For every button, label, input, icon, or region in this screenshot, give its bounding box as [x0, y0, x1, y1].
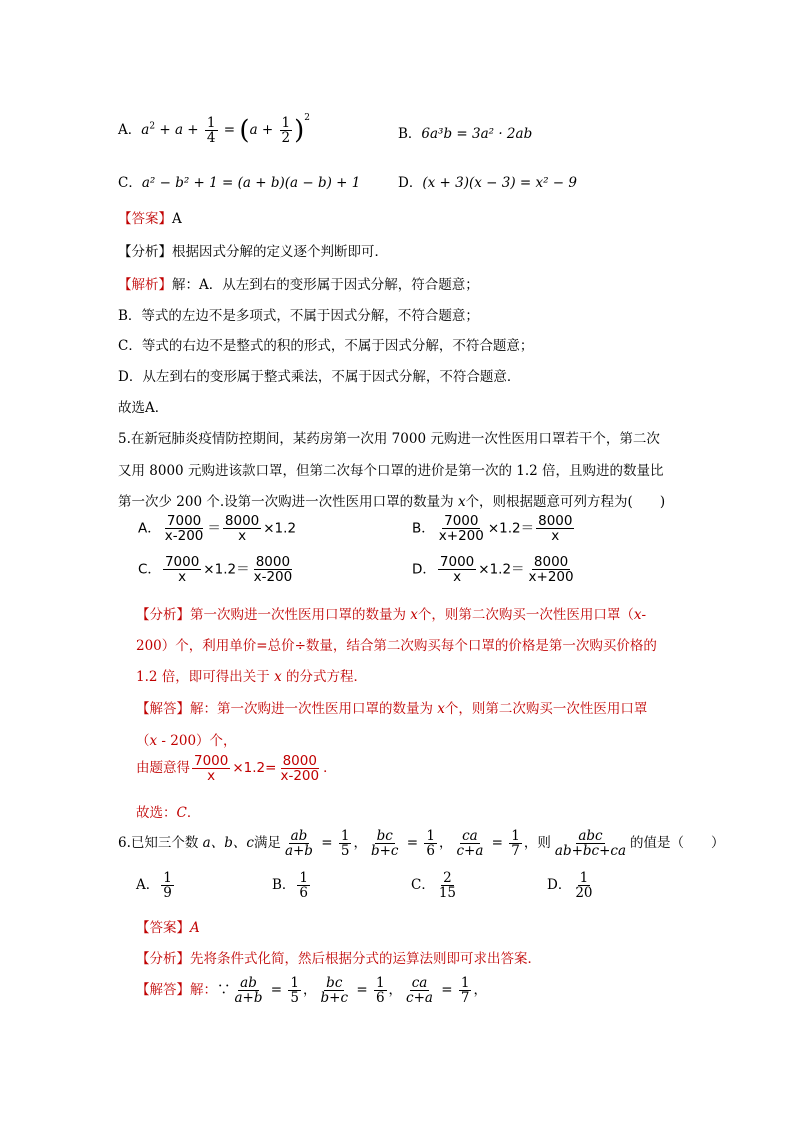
fraction: $\frac{1}{2}$ [281, 114, 291, 146]
q5-analysis-line: 200）个，利用单价=总价÷数量，结合第二次购买每个口罩的价格是第一次购买价格的 [136, 638, 657, 654]
q4-conclusion: 故选A． [118, 400, 169, 416]
q6-option-b: B． $\frac{1}{6}$ [272, 870, 309, 902]
q4-option-a: A．$a^2 + a$ + $\frac{1}{4}$ = (a + $\frac{1}{2}$ )$^2$ [118, 113, 311, 146]
q4-solution-line: 【解析】解：A．从左到右的变形属于因式分解，符合题意； [118, 277, 479, 293]
q4-option-c: C．a² − b² + 1 = (a + b)(a − b) + 1 [118, 175, 361, 191]
q5-equation: 由题意得 $\frac{7000}{x}$ ×1.2= $\frac{8000}{x-200}$ ． [136, 753, 337, 785]
q6-option-c: C． $\frac{2}{15}$ [411, 870, 457, 902]
q5-stem-line: 又用 8000 元购进该款口罩，但第二次每个口罩的进价是第一次的 1.2 倍，且购进的数量比 [118, 463, 664, 479]
q5-option-d: D． $\frac{7000}{x}$ ×1.2＝ $\frac{8000}{x+200}$ [412, 554, 574, 586]
q5-solution-line: （x - 200）个， [136, 733, 237, 749]
q6-analysis: 【分析】先将条件式化简，然后根据分式的运算法则即可求出答案． [136, 951, 541, 967]
q5-option-a: A． $\frac{7000}{x-200}$ ＝ $\frac{8000}{x}$ ×1.2 [138, 513, 297, 545]
q4-option-b: B．6a³b = 3a² · 2ab [398, 126, 533, 142]
q5-stem-line: 第一次少 200 个.设第一次购进一次性医用口罩的数量为 x个，则根据题意可列方程为( ) [118, 494, 666, 510]
q4-answer: 【答案】A [118, 211, 182, 227]
q5-analysis-line: 1.2 倍，即可得出关于 x 的分式方程． [136, 669, 367, 685]
q6-answer: 【答案】A [136, 920, 200, 936]
fraction: $\frac{1}{4}$ [206, 114, 216, 146]
q5-solution-line: 【解答】解：第一次购进一次性医用口罩的数量为 x个，则第二次购买一次性医用口罩 [136, 701, 648, 717]
q5-option-c: C． $\frac{7000}{x}$ ×1.2＝ $\frac{8000}{x-200}$ [138, 554, 293, 586]
q4-option-d: D．(x + 3)(x − 3) = x² − 9 [398, 175, 577, 191]
q4-solution-line: D．从左到右的变形属于整式乘法，不属于因式分解，不符合题意． [118, 369, 521, 385]
q5-conclusion: 故选：C． [136, 805, 201, 821]
q6-stem: 6.已知三个数 a、b、c满足 $\frac{ab}{a+b}$ = $\frac{1}{5}$ ， $\frac{bc}{b+c}$ = $\frac{1}{6}$ ， $\frac{ca}{c+a}$ = $\frac{1}{7}$ ，则 $\frac{\text{abc}}{ab+bc+ca}$ 的值是（ ） [118, 828, 725, 860]
q5-analysis-line: 【分析】第一次购进一次性医用口罩的数量为 x个，则第二次购买一次性医用口罩（x- [136, 607, 647, 623]
q5-option-b: B． $\frac{7000}{x+200}$ ×1.2＝ $\frac{8000}{x}$ [412, 513, 573, 545]
q4-analysis: 【分析】根据因式分解的定义逐个判断即可． [118, 244, 388, 260]
q5-stem-line: 5.在新冠肺炎疫情防控期间，某药房第一次用 7000 元购进一次性医用口罩若干个，第二次 [118, 431, 660, 447]
q6-option-d: D． $\frac{1}{20}$ [547, 870, 593, 902]
q4-solution-line: B．等式的左边不是多项式，不属于因式分解，不符合题意； [118, 308, 479, 324]
q4-solution-line: C．等式的右边不是整式的积的形式，不属于因式分解，不符合题意； [118, 338, 534, 354]
q6-option-a: A． $\frac{1}{9}$ [136, 870, 172, 902]
q6-solution: 【解答】解：∵ $\frac{ab}{a+b}$ = $\frac{1}{5}$ ， $\frac{bc}{b+c}$ = $\frac{1}{6}$ ， $\frac{ca}{c+a}$ = $\frac{1}{7}$ ， [136, 975, 487, 1007]
